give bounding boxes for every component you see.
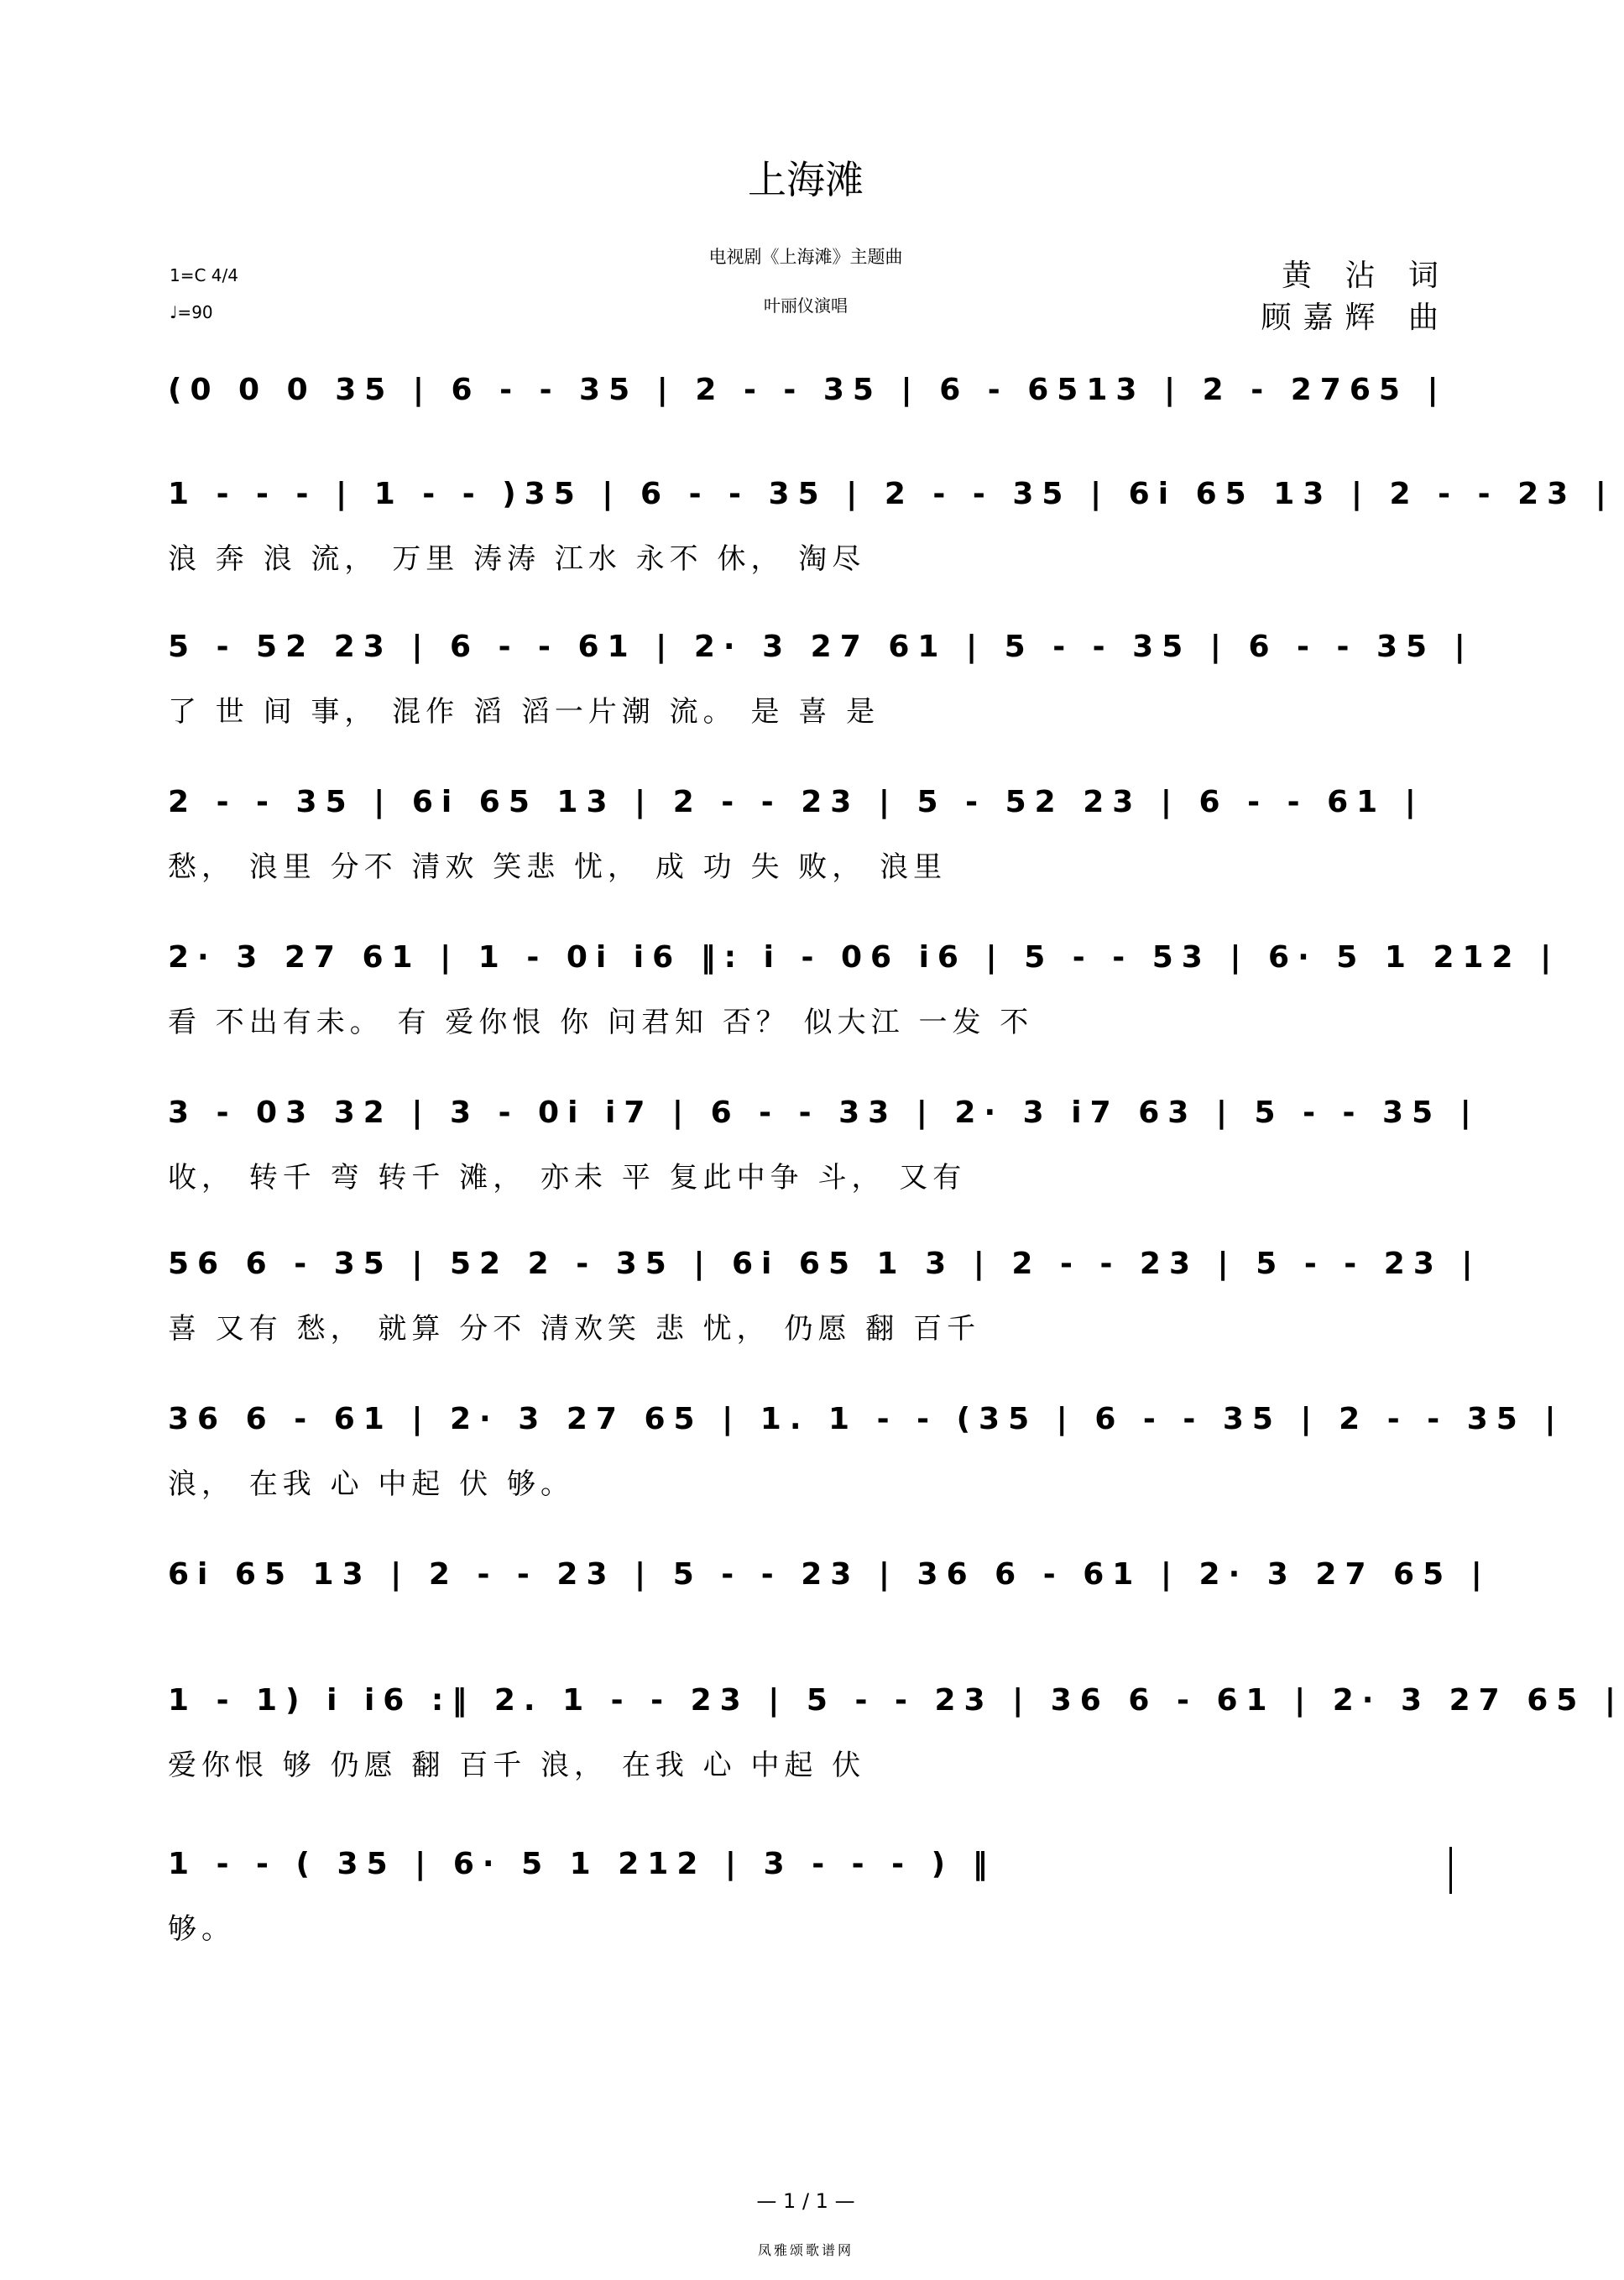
singer: 叶丽仪演唱 <box>764 295 848 316</box>
lyrics-line: 够。 <box>168 1912 235 1946</box>
lyrics-line: 了 世 间 事， 混作 滔 滔一片潮 流。 是 喜 是 <box>168 695 880 729</box>
lyrics-line: 看 不出有未。 有 爱你恨 你 问君知 否？ 似大江 一发 不 <box>168 1006 1034 1039</box>
notation-line: (0 0 0 35 | 6 - - 35 | 2 - - 35 | 6 - 6513 | 2 - 2765 | <box>168 373 1447 407</box>
notation-line: 2 - - 35 | 6i 65 13 | 2 - - 23 | 5 - 52 23 | 6 - - 61 | <box>168 785 1424 819</box>
composer-credit: 顾嘉辉 曲 <box>1261 301 1450 335</box>
site-footer: 凤雅颂歌谱网 <box>757 2242 854 2258</box>
lyrics-line: 收， 转千 弯 转千 滩， 亦未 平 复此中争 斗， 又有 <box>168 1161 967 1195</box>
notation-line: 1 - 1) i i6 :‖ 2. 1 - - 23 | 5 - - 23 | 36 6 - 61 | 2· 3 27 65 | <box>168 1683 1624 1718</box>
notation-line: 1 - - - | 1 - - )35 | 6 - - 35 | 2 - - 35 | 6i 65 13 | 2 - - 23 | <box>168 477 1615 511</box>
notation-line: 6i 65 13 | 2 - - 23 | 5 - - 23 | 36 6 - 61 | 2· 3 27 65 | <box>168 1557 1491 1592</box>
lyrics-line <box>168 1616 1452 1656</box>
notation-line: 36 6 - 61 | 2· 3 27 65 | 1. 1 - - (35 | 6 - - 35 | 2 - - 35 | <box>168 1402 1564 1436</box>
page-number: — 1 / 1 — <box>756 2189 855 2213</box>
notation-line: 56 6 - 35 | 52 2 - 35 | 6i 65 1 3 | 2 - - 23 | 5 - - 23 | <box>168 1247 1481 1281</box>
key-signature: 1=C 4/4 <box>170 265 238 285</box>
final-barline <box>1449 1847 1452 1894</box>
lyricist-credit: 黄 沾 词 <box>1282 259 1450 293</box>
tempo-marking: ♩=90 <box>170 302 213 322</box>
lyrics-line <box>168 431 1452 472</box>
notation-line: 2· 3 27 61 | 1 - 0i i6 ‖: i - 06 i6 | 5 - - 53 | 6· 5 1 212 | <box>168 940 1560 975</box>
lyrics-line: 爱你恨 够 仍愿 翻 百千 浪， 在我 心 中起 伏 <box>168 1749 866 1782</box>
lyrics-line: 浪， 在我 心 中起 伏 够。 <box>168 1467 575 1501</box>
lyrics-line: 喜 又有 愁， 就算 分不 清欢笑 悲 忧， 仍愿 翻 百千 <box>168 1312 981 1346</box>
lyrics-line: 愁， 浪里 分不 清欢 笑悲 忧， 成 功 失 败， 浪里 <box>168 850 948 884</box>
lyrics-line: 浪 奔 浪 流， 万里 涛涛 江水 永不 休， 淘尽 <box>168 542 866 576</box>
notation-line: 1 - - ( 35 | 6· 5 1 212 | 3 - - - ) ‖ <box>168 1847 996 1881</box>
song-title: 上海滩 <box>748 157 864 202</box>
subtitle: 电视剧《上海滩》主题曲 <box>708 247 903 267</box>
notation-line: 3 - 03 32 | 3 - 0i i7 | 6 - - 33 | 2· 3 i7 63 | 5 - - 35 | <box>168 1096 1480 1130</box>
notation-line: 5 - 52 23 | 6 - - 61 | 2· 3 27 61 | 5 - - 35 | 6 - - 35 | <box>168 630 1474 664</box>
